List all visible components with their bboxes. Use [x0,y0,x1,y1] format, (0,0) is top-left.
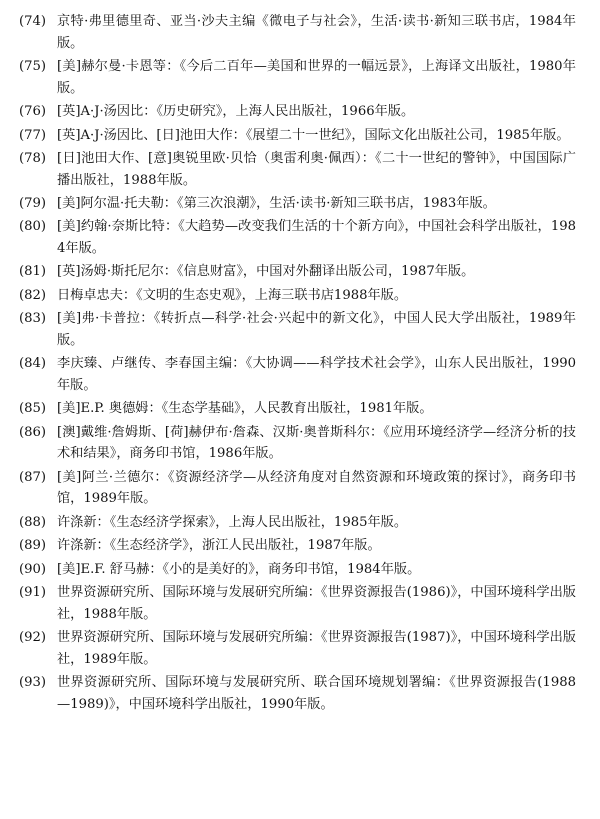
reference-text: [美]阿尔温·托夫勒：《第三次浪潮》，生活·读书·新知三联书店，1983年版。 [57,195,496,211]
reference-text: [英]A·J·汤因比、[日]池田大作：《展望二十一世纪》，国际文化出版社公司，1985年版。 [57,127,570,143]
reference-text: [美]弗·卡普拉：《转折点—科学·社会·兴起中的新文化》，中国人民大学出版社，1989年版。 [57,311,576,348]
reference-item [19,216,576,259]
reference-text: [美]阿兰·兰德尔：《资源经济学—从经济角度对自然资源和环境政策的探讨》，商务印书馆，1989年版。 [57,469,576,507]
reference-item [19,125,576,147]
reference-text: 世界资源研究所、国际环境与发展研究所、联合国环境规划署编：《世界资源报告(1988—1989)》，中国环境科学出版社，1990年版。 [57,675,576,712]
reference-text: [日]池田大作、[意]奥锐里欧·贝恰（奥雷利奥·佩西）：《二十一世纪的警钟》，中国国际广播出版社，1988年版。 [57,150,576,188]
reference-item [19,285,576,307]
reference-item [19,11,576,54]
reference-text: [美]E.F. 舒马赫：《小的是美好的》，商务印书馆，1984年版。 [57,561,421,577]
reference-text: [英]汤姆·斯托尼尔：《信息财富》，中国对外翻译出版公司，1987年版。 [57,264,475,280]
reference-item [19,308,576,351]
reference-number: (76) [19,104,47,120]
reference-text: 世界资源研究所、国际环境与发展研究所编：《世界资源报告(1986)》，中国环境科学出版社，1988年版。 [57,585,576,622]
reference-item [19,672,576,715]
reference-number: (75) [19,59,47,75]
reference-number: (85) [19,401,47,417]
reference-text: 许涤新：《生态经济学》，浙江人民出版社，1987年版。 [57,538,381,554]
reference-item [19,467,576,510]
reference-text: 京特·弗里德里奇、亚当·沙夫主编《微电子与社会》，生活·读书·新知三联书店，1984年版。 [57,14,576,51]
reference-item [19,193,576,215]
reference-number: (89) [19,538,47,554]
reference-list [19,11,576,715]
reference-number: (78) [19,150,47,166]
reference-number: (87) [19,469,47,485]
reference-number: (74) [19,14,47,29]
reference-number: (81) [19,264,47,280]
reference-text: 日梅卓忠夫：《文明的生态史观》，上海三联书店1988年版。 [57,287,408,303]
reference-number: (88) [19,514,47,530]
reference-text: [美]赫尔曼·卡恩等：《今后二百年—美国和世界的一幅远景》，上海译文出版社，1980年版。 [57,59,576,96]
reference-number: (79) [19,195,47,211]
reference-item [19,261,576,283]
reference-item [19,101,576,123]
reference-item [19,398,576,420]
reference-number: (82) [19,287,47,303]
reference-number: (91) [19,585,47,601]
reference-number: (80) [19,219,47,235]
reference-text: 世界资源研究所、国际环境与发展研究所编：《世界资源报告(1987)》，中国环境科学出版社，1989年版。 [57,630,576,667]
reference-text: 李庆臻、卢继传、李春国主编：《大协调——科学技术社会学》，山东人民出版社，1990年版。 [57,356,576,393]
reference-number: (84) [19,356,47,372]
reference-text: [美]约翰·奈斯比特：《大趋势—改变我们生活的十个新方向》，中国社会科学出版社，1984年版。 [57,219,576,256]
reference-text: [美]E.P. 奥德姆：《生态学基础》，人民教育出版社，1981年版。 [57,401,433,417]
reference-text: [英]A·J·汤因比：《历史研究》，上海人民出版社，1966年版。 [57,104,415,120]
reference-number: (83) [19,311,47,327]
reference-item [19,148,576,191]
reference-number: (77) [19,127,47,143]
reference-text: [澳]戴维·詹姆斯、[荷]赫伊布·詹森、汉斯·奥普斯科尔：《应用环境经济学—经济分析的技术和结果》，商务印书馆，1986年版。 [57,424,576,462]
reference-number: (93) [19,675,47,691]
reference-item [19,56,576,99]
reference-number: (90) [19,561,47,577]
reference-item [19,627,576,670]
reference-item [19,582,576,625]
reference-item [19,512,576,534]
reference-number: (92) [19,630,47,646]
reference-text: 许涤新：《生态经济学探索》，上海人民出版社，1985年版。 [57,514,408,530]
reference-number: (86) [19,424,47,440]
reference-item [19,353,576,396]
reference-item [19,559,576,581]
reference-item [19,535,576,557]
reference-item [19,422,576,465]
